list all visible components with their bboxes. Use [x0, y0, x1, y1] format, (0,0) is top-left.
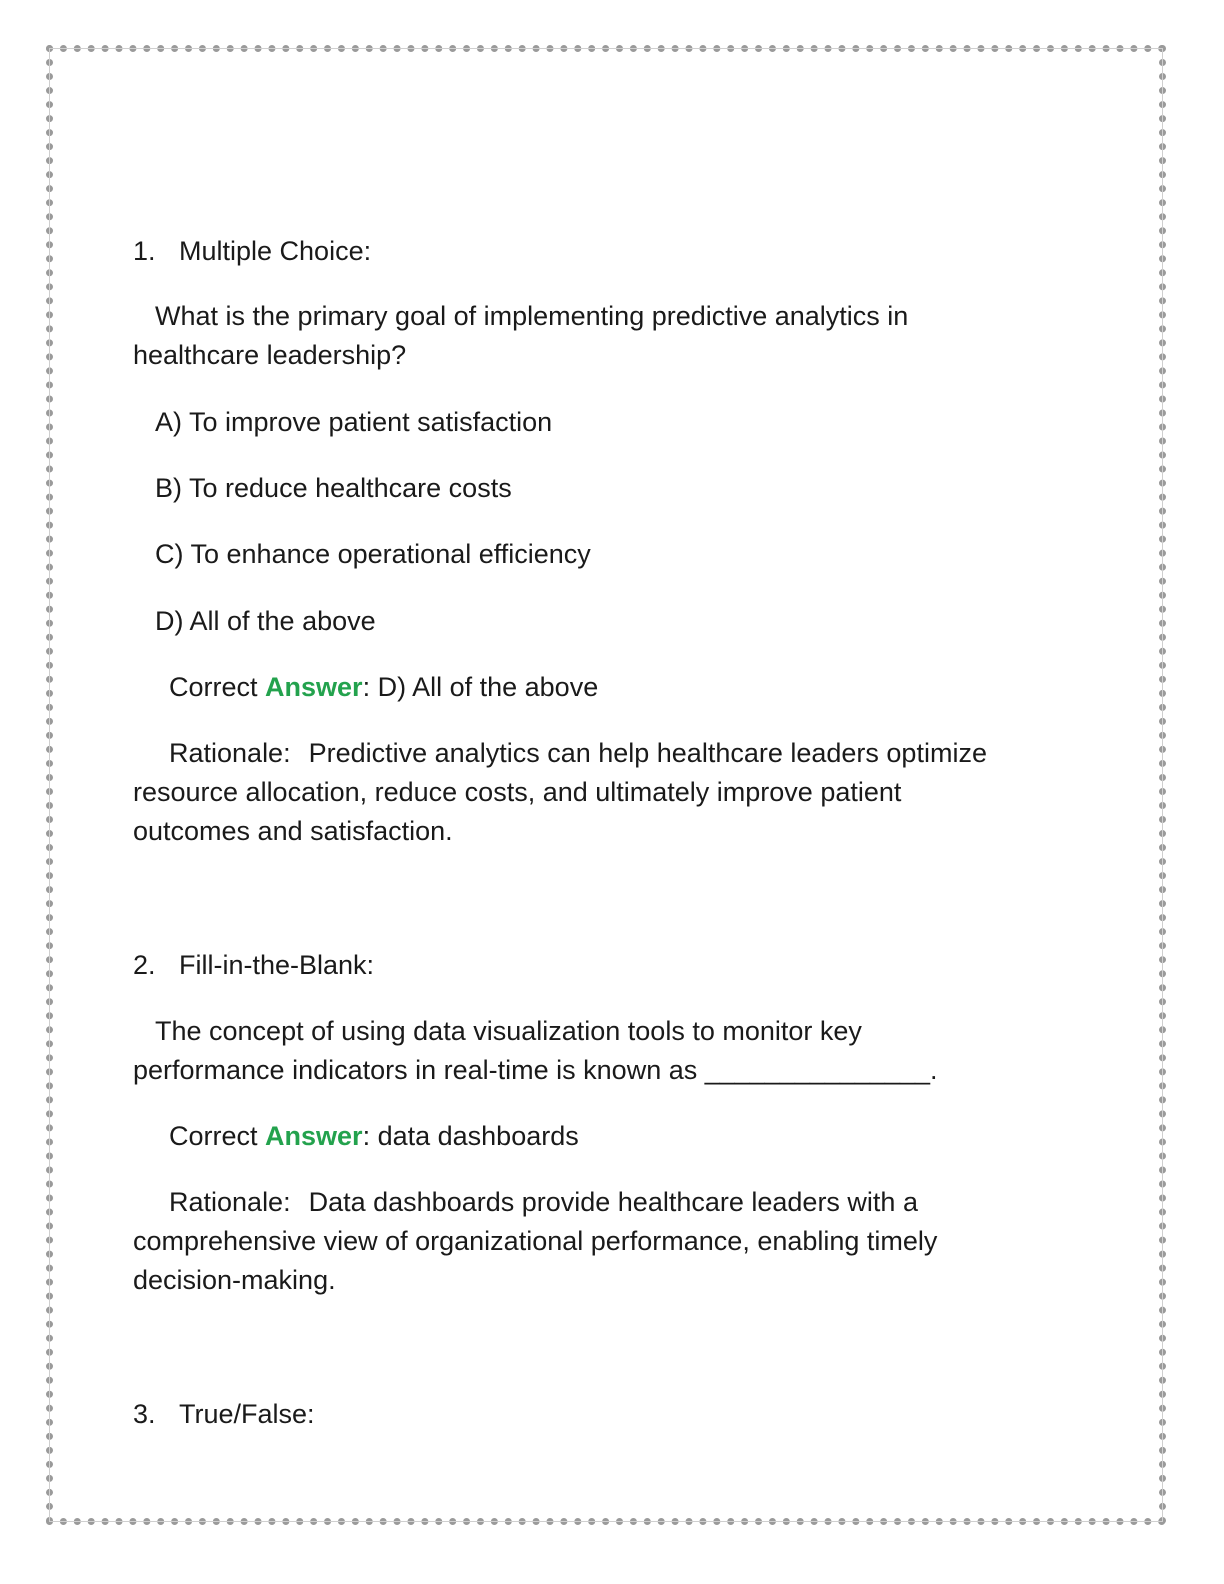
question-2-heading: [133, 946, 374, 985]
option-d: D) All of the above: [155, 606, 376, 636]
answer-keyword: Answer: [265, 1121, 363, 1151]
rationale-label: Rationale:: [169, 738, 291, 768]
question-2-correct-answer: [169, 1117, 579, 1156]
question-1-correct-answer: [169, 668, 598, 707]
question-type: True/False:: [179, 1399, 315, 1429]
option-a: A) To improve patient satisfaction: [155, 407, 553, 437]
rationale-label: Rationale:: [169, 1187, 291, 1217]
rationale-text: Predictive analytics can help healthcare leaders optimize: [308, 738, 987, 768]
question-1-rationale-line-1: [169, 734, 987, 773]
question-2-rationale-line-2: comprehensive view of organizational performance, enabling timely: [133, 1226, 938, 1256]
question-1-heading: [133, 232, 371, 271]
answer-value: : data dashboards: [362, 1121, 579, 1151]
question-2-text-line-2: performance indicators in real-time is known as _______________.: [133, 1055, 938, 1085]
answer-prefix: Correct: [169, 1121, 266, 1151]
question-3-heading: [133, 1395, 315, 1434]
question-number: 3.: [133, 1399, 156, 1429]
question-1-text-line-1: What is the primary goal of implementing predictive analytics in: [155, 301, 909, 331]
question-1-rationale-line-2: resource allocation, reduce costs, and ultimately improve patient: [133, 777, 902, 807]
answer-prefix: Correct: [169, 672, 266, 702]
answer-keyword: Answer: [265, 672, 363, 702]
question-type: Multiple Choice:: [179, 236, 372, 266]
answer-value: : D) All of the above: [362, 672, 599, 702]
option-c: C) To enhance operational efficiency: [155, 539, 591, 569]
option-b: B) To reduce healthcare costs: [155, 473, 512, 503]
question-1-text-line-2: healthcare leadership?: [133, 340, 407, 370]
rationale-text: Data dashboards provide healthcare leaders with a: [308, 1187, 918, 1217]
question-1-rationale-line-3: outcomes and satisfaction.: [133, 816, 453, 846]
question-2-rationale-line-3: decision-making.: [133, 1265, 336, 1295]
question-type: Fill-in-the-Blank:: [179, 950, 375, 980]
question-number: 2.: [133, 950, 156, 980]
question-2-text-line-1: The concept of using data visualization tools to monitor key: [155, 1016, 862, 1046]
question-2-rationale-line-1: [169, 1183, 918, 1222]
question-number: 1.: [133, 236, 156, 266]
